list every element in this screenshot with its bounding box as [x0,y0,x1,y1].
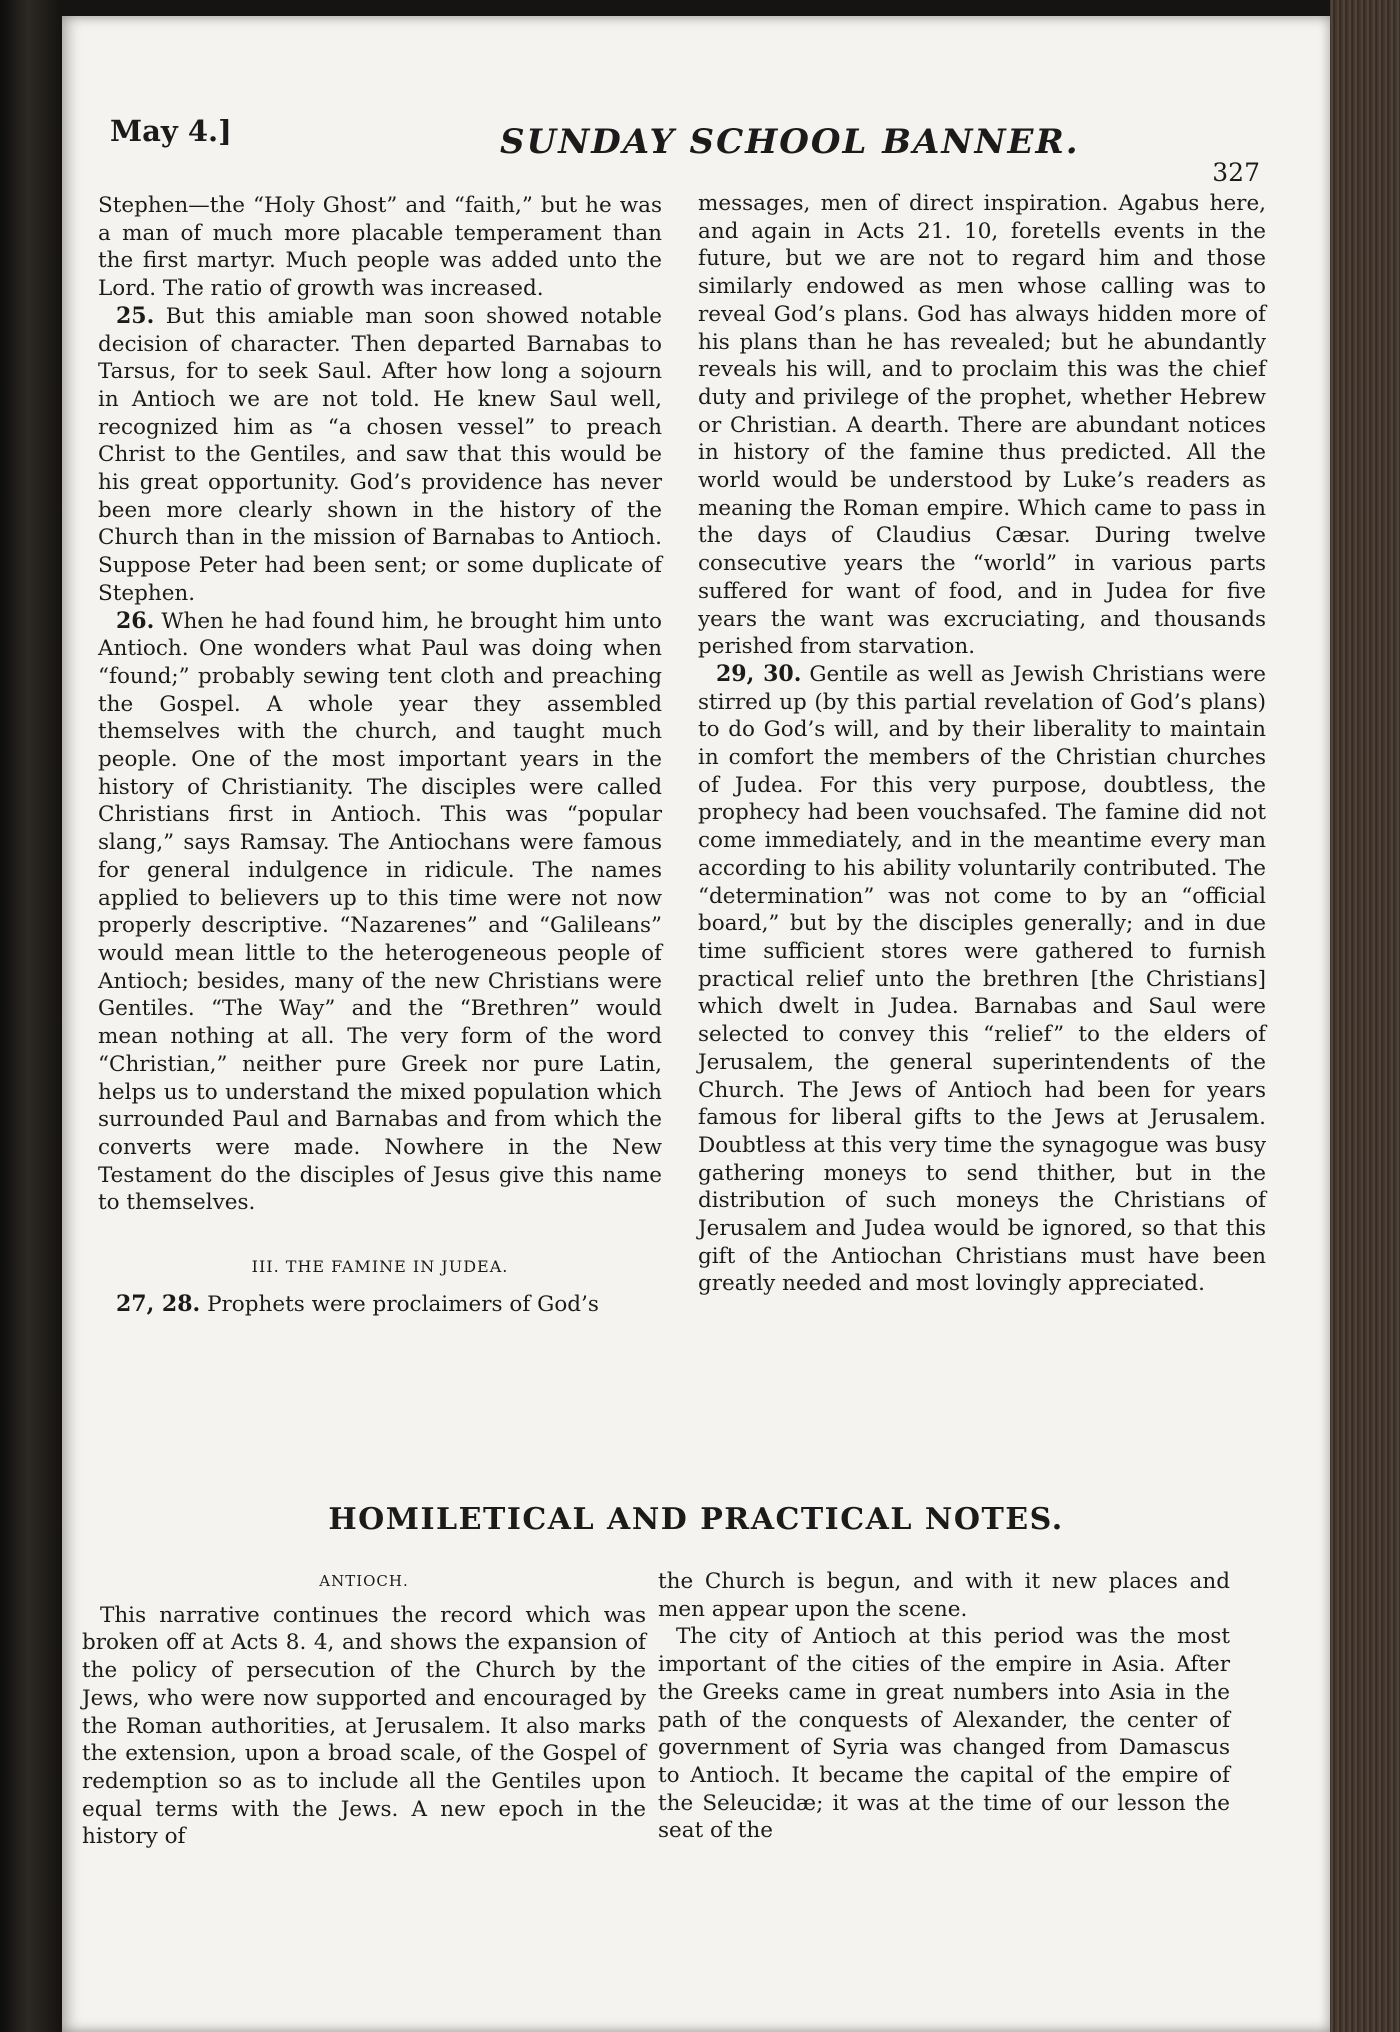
paragraph [98,303,662,608]
paragraph: messages, men of direct inspiration. Agabus here, and again in Acts 21. 10, foretells events in the future, but we are not to regard him and those similarly endowed as men whose calling was to reveal God’s plans. God has always hidden more of his plans than he has revealed; but he abundantly reveals his will, and to proclaim this was the chief duty and privilege of the prophet, whether Hebrew or Christian. A dearth. There are abundant notices in history of the famine thus predicted. All the world would be understood by Luke’s readers as meaning the Roman empire. Which came to pass in the days of Claudius Cæsar. During twelve consecutive years the “world” in various parts suffered for want of food, and in Judea for five years the want was excruciating, and thousands perished from starvation. [698,191,1266,660]
book-gutter-left [0,0,62,2032]
right-column [698,190,1266,1298]
paragraph-text: Gentile as well as Jewish Christians were stirred up (by this partial revelation of God’s plans) to do God’s will, and by their liberality to maintain in comfort the members of the Christian churches of Judea. For this very purpose, doubtless, the prophecy had been vouchsafed. The famine did not come immediately, and in the meantime every man according to his ability voluntarily contributed. The “determination” was not come to by an “official board,” but by the disciples generally; and in due time sufficient stores were gathered to furnish practical relief unto the brethren [the Christians] which dwelt in Judea. Barnabas and Saul were selected to convey this “relief” to the elders of Jerusalem, the general superintendents of the Church. The Jews of Antioch had been for years famous for liberal gifts to the Jews at Jerusalem. Doubtless at this very time the synagogue was busy gathering moneys to send thither, but in the distribution of such moneys the Christians of Jerusalem and Judea would be ignored, so that this gift of the Antiochan Christians must have been greatly needed and most lovingly appreciated. [698,661,1266,1297]
section-subheading: III. THE FAMINE IN JUDEA. [251,1257,509,1277]
paragraph-text: When he had found him, he brought him unto Antioch. One wonders what Paul was doing when “found;” probably sewing tent cloth and preaching the Gospel. A whole year they assembled themselves with the church, and taught much people. One of the most important years in the history of Christianity. The disciples were called Christians first in Antioch. This was “popular slang,” says Ramsay. The Antiochans were famous for general indulgence in ridicule. The names applied to believers up to this time were not now properly descriptive. “Nazarenes” and “Galileans” would mean little to the heterogeneous people of Antioch; besides, many of the new Christians were Gentiles. “The Way” and the “Brethren” would mean nothing at all. The very form of the word “Christian,” neither pure Greek nor pure Latin, helps us to understand the mixed population which surrounded Paul and Barnabas and from which the converts were made. Nowhere in the New Testament do the disciples of Jesus give this name to themselves. [98,608,663,1216]
left-column [98,192,662,1318]
antioch-subheading: ANTIOCH. [319,1572,409,1590]
running-header [110,108,1260,187]
paragraph [98,1291,662,1319]
verse-number: 29, 30. [716,660,802,687]
lower-right-column [658,1568,1230,1845]
header-date: May 4.] [110,114,232,148]
book-page-edges [1330,0,1400,2032]
verse-number: 25. [116,302,155,329]
paragraph-text: But this amiable man soon showed notable decision of character. Then departed Barnabas to Tarsus, for to seek Saul. After how long a sojourn in Antioch we are not told. He knew Saul well, recognized him as “a chosen vessel” to preach Christ to the Gentiles, and saw that this would be his great opportunity. God’s providence has never been more clearly shown in the history of the Church than in the mission of Barnabas to Antioch. Suppose Peter had been sent; or some duplicate of Stephen. [98,303,662,606]
lower-left-column [82,1568,646,1851]
header-title: SUNDAY SCHOOL BANNER. [500,122,1080,162]
paragraph: The city of Antioch at this period was the most important of the cities of the empire in Asia. After the Greeks came in great numbers into Asia in the path of the conquests of Alexander, the center of government of Syria was changed from Damascus to Antioch. It became the capital of the empire of the Seleucidæ; it was at the time of our lesson the seat of the [658,1624,1230,1844]
verse-number: 27, 28. [116,1290,201,1317]
page-number: 327 [1212,158,1260,187]
section-heading: HOMILETICAL AND PRACTICAL NOTES. [328,1502,1064,1537]
paragraph: Stephen—the “Holy Ghost” and “faith,” but he was a man of much more placable temperament than the first martyr. Much people was added unto the Lord. The ratio of growth was increased. [98,193,662,302]
book-page [62,16,1330,2032]
paragraph [698,661,1266,1298]
paragraph-text: Prophets were proclaimers of God’s [207,1291,599,1317]
paragraph: This narrative continues the record which was broken off at Acts 8. 4, and shows the expansion of the policy of persecution of the Church by the Jews, who were now supported and encouraged by the Roman authorities, at Jerusalem. It also marks the extension, upon a broad scale, of the Gospel of redemption so as to include all the Gentiles upon equal terms with the Jews. A new epoch in the history of [82,1602,646,1850]
verse-number: 26. [116,607,155,634]
paragraph [98,608,662,1217]
paragraph: the Church is begun, and with it new places and men appear upon the scene. [658,1569,1230,1622]
